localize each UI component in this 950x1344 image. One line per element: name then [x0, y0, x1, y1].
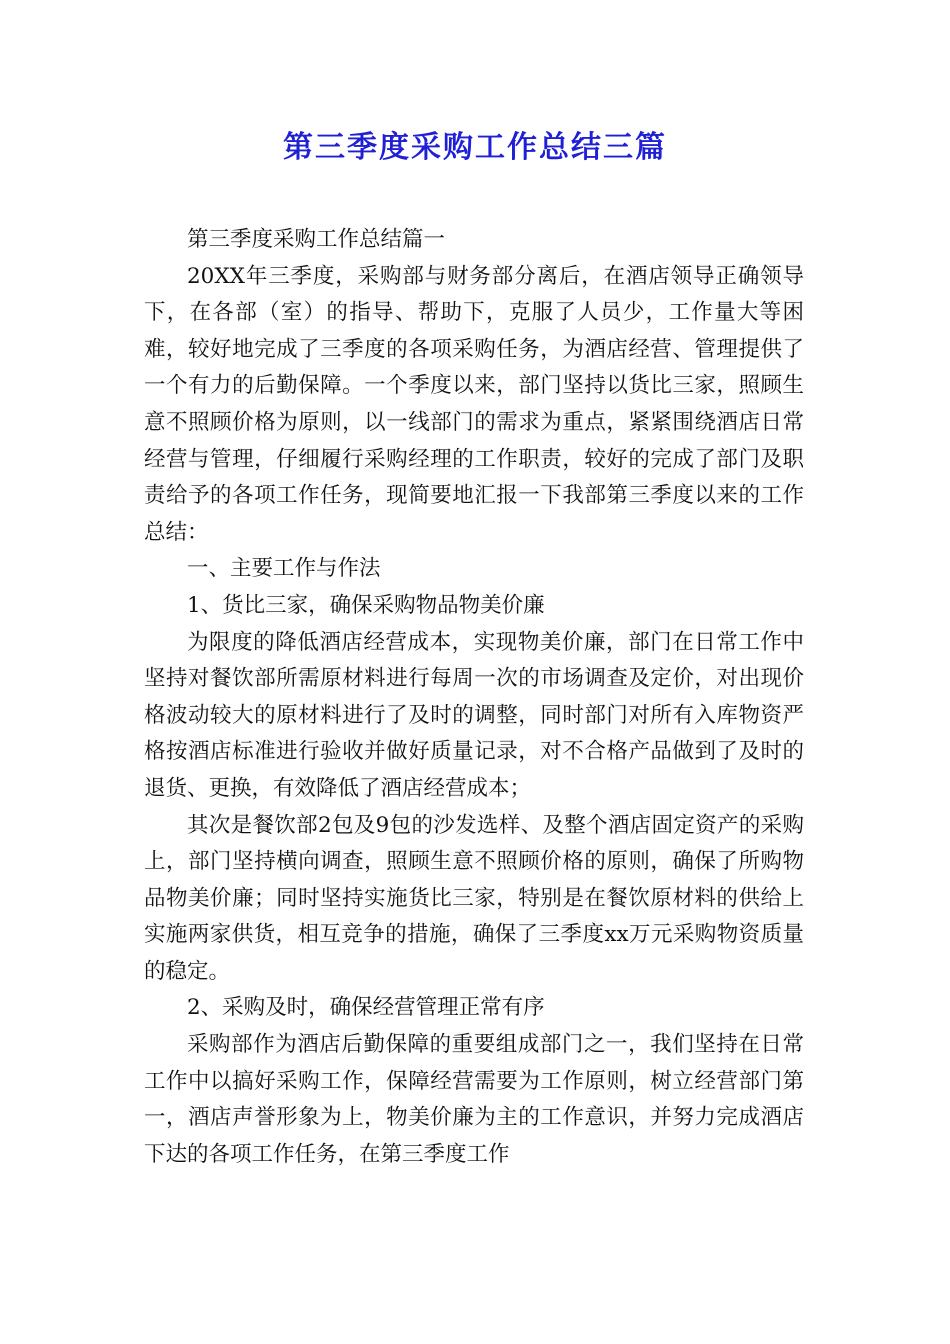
- paragraph: 为限度的降低酒店经营成本，实现物美价廉，部门在日常工作中坚持对餐饮部所需原材料进行每周一次的市场调查及定价，对出现价格波动较大的原材料进行了及时的调整，同时部门对所有入库物资严格按酒店标准进行验收并做好质量记录，对不合格产品做到了及时的退货、更换，有效降低了酒店经营成本；: [144, 629, 804, 801]
- paragraph: 采购部作为酒店后勤保障的重要组成部门之一，我们坚持在日常工作中以搞好采购工作，保障经营需要为工作原则，树立经营部门第一，酒店声誉形象为上，物美价廉为主的工作意识，并努力完成酒店下达的各项工作任务，在第三季度工作: [144, 1032, 804, 1167]
- subsection-heading: 一、主要工作与作法: [187, 556, 381, 582]
- section-heading: 第三季度采购工作总结篇一: [187, 227, 446, 252]
- paragraph: 20XX年三季度，采购部与财务部分离后，在酒店领导正确领导下，在各部（室）的指导、帮助下，克服了人员少，工作量大等困难，较好地完成了三季度的各项采购任务，为酒店经营、管理提供了一个有力的后勤保障。一个季度以来，部门坚持以货比三家，照顾生意不照顾价格为原则，以一线部门的需求为重点，紧紧围绕酒店日常经营与管理，仔细履行采购经理的工作职责，较好的完成了部门及职责给予的各项工作任务，现简要地汇报一下我部第三季度以来的工作总结：: [144, 263, 804, 545]
- document-body: [144, 222, 804, 1173]
- item-heading: 1、货比三家，确保采购物品物美价廉: [187, 592, 545, 618]
- paragraph: 其次是餐饮部2包及9包的沙发选样、及整个酒店固定资产的采购上，部门坚持横向调查，照顾生意不照顾价格的原则，确保了所购物品物美价廉；同时坚持实施货比三家，特别是在餐饮原材料的供给上实施两家供货，相互竞争的措施，确保了三季度xx万元采购物资质量的稳定。: [144, 812, 804, 984]
- item-heading: 2、采购及时，确保经营管理正常有序: [187, 995, 545, 1021]
- document-title: 第三季度采购工作总结三篇: [283, 130, 667, 165]
